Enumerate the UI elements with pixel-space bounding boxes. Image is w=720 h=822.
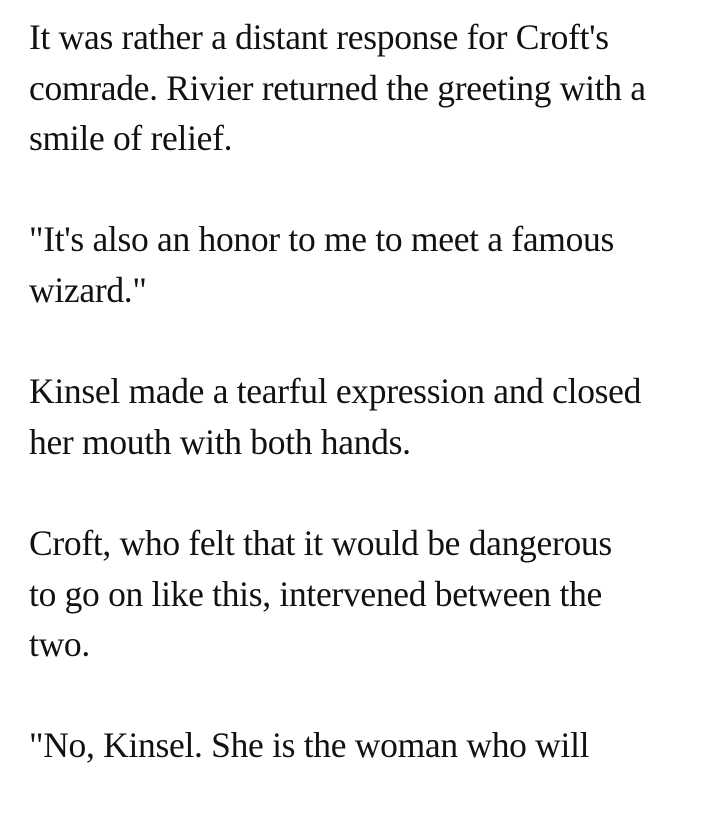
- paragraph-2: "It's also an honor to me to meet a famous wizard.": [29, 219, 615, 310]
- story-text: [29, 12, 709, 822]
- paragraph-3: Kinsel made a tearful expression and closed her mouth with both hands.: [29, 371, 642, 462]
- paragraph-4: Croft, who felt that it would be dangerous to go on like this, intervened between the two.: [29, 522, 612, 665]
- paragraph-5: "No, Kinsel. She is the woman who will: [29, 725, 590, 766]
- paragraph-1: It was rather a distant response for Croft's comrade. Rivier returned the greeting with a smile of relief.: [29, 17, 646, 159]
